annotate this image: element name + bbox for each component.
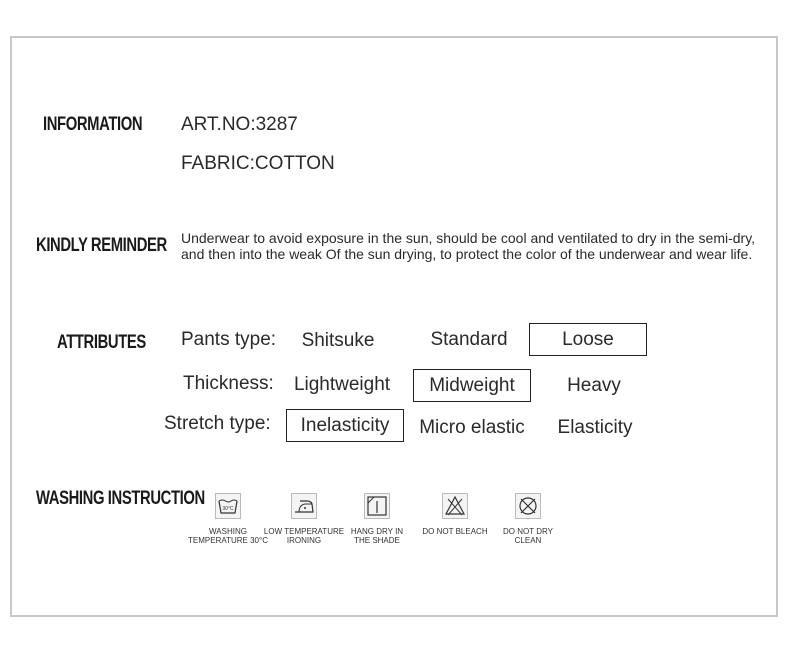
care-label-line-1: DO NOT BLEACH (422, 527, 488, 536)
pants-type-option-loose-selected: Loose (529, 323, 647, 356)
reminder-heading: KINDLY REMINDER (36, 235, 167, 256)
pants-type-option-shitsuke: Shitsuke (301, 330, 375, 351)
iron-low-icon (291, 493, 317, 519)
care-item-no-dry-clean (483, 493, 573, 545)
stretch-type-option-elasticity: Elasticity (557, 417, 633, 438)
care-label-line-1: WASHING (209, 527, 247, 536)
thickness-option-lightweight: Lightweight (293, 374, 391, 395)
no-bleach-icon (442, 493, 468, 519)
stretch-type-label: Stretch type: (164, 413, 271, 434)
thickness-option-heavy: Heavy (567, 375, 621, 396)
pants-type-label: Pants type: (181, 329, 277, 350)
thickness-option-midweight-selected: Midweight (413, 369, 531, 402)
care-label-line-1: DO NOT DRY (503, 527, 553, 536)
pants-type-option-standard: Standard (430, 329, 508, 350)
reminder-text-line-2: and then into the weak Of the sun drying, to protect the color of the underwear and wear life. (181, 246, 753, 262)
fabric: FABRIC:COTTON (181, 153, 335, 174)
hang-dry-shade-icon (364, 493, 390, 519)
wash-30-icon (215, 493, 241, 519)
care-label-line-1: HANG DRY IN (350, 527, 404, 536)
thickness-label: Thickness: (183, 373, 274, 394)
care-label-line-2: THE SHADE (354, 536, 400, 545)
attributes-heading: ATTRIBUTES (57, 332, 146, 353)
care-label-line-2: IRONING (286, 536, 322, 545)
art-number: ART.NO:3287 (181, 114, 298, 135)
information-heading: INFORMATION (43, 114, 143, 135)
care-label-line-1: LOW TEMPERATURE (263, 527, 345, 536)
stretch-type-option-inelasticity-selected: Inelasticity (286, 409, 404, 442)
reminder-text-line-1: Underwear to avoid exposure in the sun, should be cool and ventilated to dry in the semi-dry, (181, 230, 756, 246)
care-label-line-2: CLEAN (514, 536, 542, 545)
wash-30-icon-text: 30°C (222, 506, 234, 512)
care-item-hang-dry-shade (332, 493, 422, 545)
washing-heading: WASHING INSTRUCTION (36, 488, 205, 509)
stretch-type-option-micro-elastic: Micro elastic (419, 417, 525, 438)
no-dry-clean-icon (515, 493, 541, 519)
care-label-line-2: TEMPERATURE 30°C (188, 536, 268, 545)
